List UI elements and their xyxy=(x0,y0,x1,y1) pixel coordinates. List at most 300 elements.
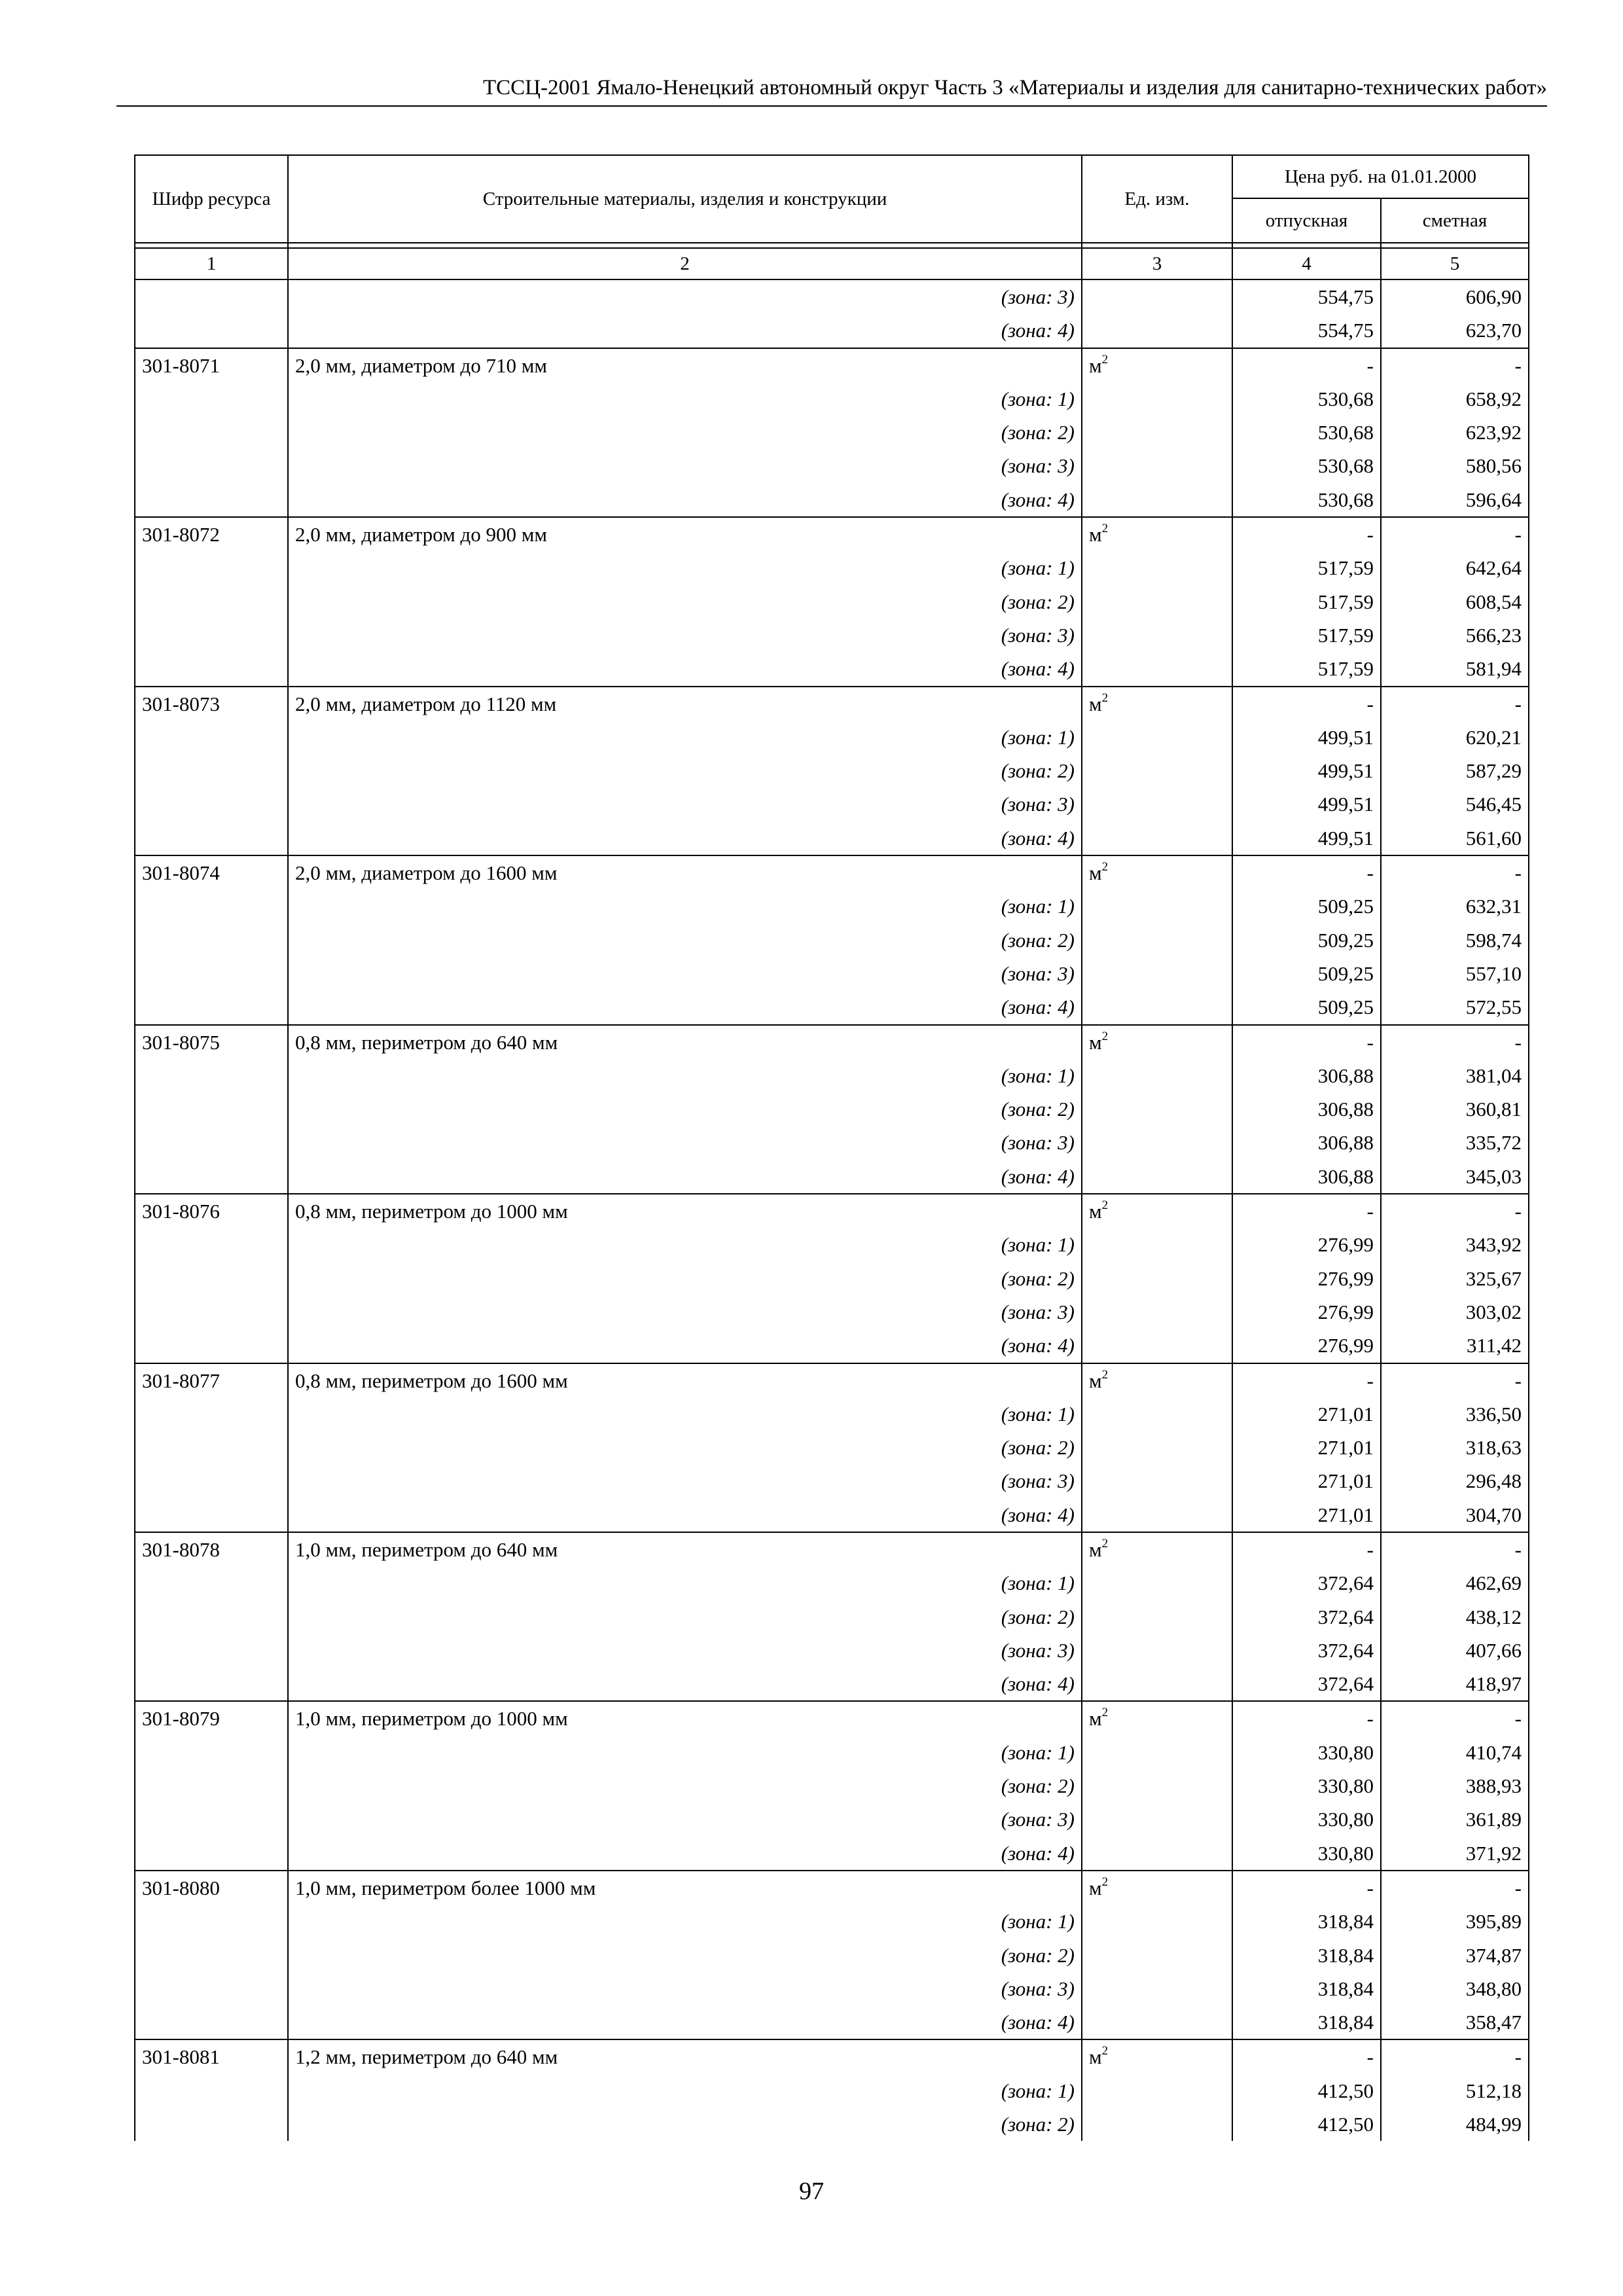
estimate-price: - xyxy=(1381,517,1529,551)
empty-unit-cell xyxy=(1082,1228,1232,1261)
empty-unit-cell xyxy=(1082,1667,1232,1701)
unit-cell xyxy=(1082,1025,1232,1059)
zone-label: (зона: 3) xyxy=(288,619,1082,652)
unit-superscript: 2 xyxy=(1101,352,1109,367)
resource-row xyxy=(135,1025,1529,1059)
unit-superscript: 2 xyxy=(1101,2044,1109,2058)
empty-unit-cell xyxy=(1082,754,1232,787)
release-price: 306,88 xyxy=(1232,1126,1381,1159)
zone-label: (зона: 1) xyxy=(288,2074,1082,2108)
estimate-price: 318,63 xyxy=(1381,1431,1529,1464)
zone-label: (зона: 2) xyxy=(288,1431,1082,1464)
zone-row xyxy=(135,2108,1529,2141)
release-price: 276,99 xyxy=(1232,1262,1381,1295)
resource-code: 301-8081 xyxy=(135,2039,288,2073)
estimate-price: 606,90 xyxy=(1381,279,1529,314)
zone-label: (зона: 2) xyxy=(288,754,1082,787)
unit-cell xyxy=(1082,1871,1232,1905)
empty-code-cell xyxy=(135,1736,288,1769)
release-price: 318,84 xyxy=(1232,1905,1381,1938)
zone-row xyxy=(135,1769,1529,1803)
release-price: 517,59 xyxy=(1232,619,1381,652)
estimate-price: 358,47 xyxy=(1381,2005,1529,2039)
empty-unit-cell xyxy=(1082,1939,1232,1972)
estimate-price: 557,10 xyxy=(1381,957,1529,990)
estimate-price: - xyxy=(1381,855,1529,889)
estimate-price: 348,80 xyxy=(1381,1972,1529,2005)
zone-row xyxy=(135,449,1529,482)
estimate-price: 335,72 xyxy=(1381,1126,1529,1159)
resource-code: 301-8078 xyxy=(135,1532,288,1566)
unit-superscript: 2 xyxy=(1101,860,1109,874)
empty-unit-cell xyxy=(1082,1329,1232,1363)
header-materials: Строительные материалы, изделия и конструкции xyxy=(288,155,1082,243)
zone-row xyxy=(135,1126,1529,1159)
release-price: 372,64 xyxy=(1232,1634,1381,1667)
empty-code-cell xyxy=(135,821,288,855)
release-price: 276,99 xyxy=(1232,1295,1381,1329)
empty-code-cell xyxy=(135,585,288,619)
empty-unit-cell xyxy=(1082,382,1232,416)
resource-description: 0,8 мм, периметром до 1000 мм xyxy=(288,1194,1082,1228)
empty-unit-cell xyxy=(1082,1634,1232,1667)
empty-code-cell xyxy=(135,1397,288,1431)
resource-row xyxy=(135,1363,1529,1397)
estimate-price: - xyxy=(1381,1871,1529,1905)
estimate-price: 325,67 xyxy=(1381,1262,1529,1295)
zone-row xyxy=(135,1295,1529,1329)
zone-label: (зона: 3) xyxy=(288,957,1082,990)
zone-row xyxy=(135,382,1529,416)
resource-row xyxy=(135,1532,1529,1566)
resource-code: 301-8071 xyxy=(135,348,288,382)
estimate-price: 371,92 xyxy=(1381,1837,1529,1871)
release-price: 330,80 xyxy=(1232,1736,1381,1769)
zone-row xyxy=(135,619,1529,652)
zone-row xyxy=(135,1667,1529,1701)
resource-description: 2,0 мм, диаметром до 900 мм xyxy=(288,517,1082,551)
release-price: 271,01 xyxy=(1232,1498,1381,1532)
estimate-price: 566,23 xyxy=(1381,619,1529,652)
estimate-price: - xyxy=(1381,1194,1529,1228)
estimate-price: 598,74 xyxy=(1381,924,1529,957)
empty-code-cell xyxy=(135,2074,288,2108)
release-price: - xyxy=(1232,1871,1381,1905)
empty-unit-cell xyxy=(1082,2108,1232,2141)
release-price: 509,25 xyxy=(1232,924,1381,957)
empty-unit-cell xyxy=(1082,1972,1232,2005)
empty-code-cell xyxy=(135,1228,288,1261)
empty-code-cell xyxy=(135,1464,288,1498)
empty-code-cell xyxy=(135,1769,288,1803)
column-number: 1 xyxy=(135,248,288,279)
zone-row xyxy=(135,1464,1529,1498)
resource-code: 301-8076 xyxy=(135,1194,288,1228)
zone-label: (зона: 4) xyxy=(288,1498,1082,1532)
zone-label: (зона: 2) xyxy=(288,1262,1082,1295)
zone-row xyxy=(135,990,1529,1024)
estimate-price: 311,42 xyxy=(1381,1329,1529,1363)
zone-label: (зона: 4) xyxy=(288,1667,1082,1701)
resource-code: 301-8080 xyxy=(135,1871,288,1905)
estimate-price: 596,64 xyxy=(1381,483,1529,517)
release-price: 509,25 xyxy=(1232,957,1381,990)
release-price: 276,99 xyxy=(1232,1228,1381,1261)
unit-label: м xyxy=(1089,1369,1102,1392)
zone-label: (зона: 1) xyxy=(288,721,1082,754)
resource-row xyxy=(135,2039,1529,2073)
zone-row xyxy=(135,1803,1529,1836)
zone-row xyxy=(135,1736,1529,1769)
zone-row xyxy=(135,957,1529,990)
empty-unit-cell xyxy=(1082,1431,1232,1464)
release-price: 330,80 xyxy=(1232,1803,1381,1836)
resource-code: 301-8075 xyxy=(135,1025,288,1059)
estimate-price: 623,70 xyxy=(1381,314,1529,348)
estimate-price: 360,81 xyxy=(1381,1092,1529,1126)
empty-unit-cell xyxy=(1082,1262,1232,1295)
continuation-row xyxy=(135,279,1529,314)
release-price: - xyxy=(1232,687,1381,721)
release-price: - xyxy=(1232,1532,1381,1566)
estimate-price: 581,94 xyxy=(1381,652,1529,686)
empty-unit-cell xyxy=(1082,1600,1232,1634)
estimate-price: - xyxy=(1381,1532,1529,1566)
zone-row xyxy=(135,821,1529,855)
release-price: 517,59 xyxy=(1232,652,1381,686)
empty-unit-cell xyxy=(1082,551,1232,584)
resource-description: 1,0 мм, периметром более 1000 мм xyxy=(288,1871,1082,1905)
zone-label: (зона: 4) xyxy=(288,483,1082,517)
unit-label: м xyxy=(1089,523,1102,547)
release-price: 509,25 xyxy=(1232,990,1381,1024)
zone-label: (зона: 3) xyxy=(288,1803,1082,1836)
header-price-group: Цена руб. на 01.01.2000 xyxy=(1232,155,1529,198)
unit-cell xyxy=(1082,1194,1232,1228)
release-price: 372,64 xyxy=(1232,1667,1381,1701)
empty-code-cell xyxy=(135,889,288,923)
empty-code-cell xyxy=(135,924,288,957)
zone-row xyxy=(135,2005,1529,2039)
resource-code: 301-8074 xyxy=(135,855,288,889)
empty-unit-cell xyxy=(1082,889,1232,923)
unit-superscript: 2 xyxy=(1101,691,1109,705)
empty-unit-cell xyxy=(1082,1837,1232,1871)
resource-code: 301-8079 xyxy=(135,1701,288,1735)
unit-label: м xyxy=(1089,1200,1102,1223)
release-price: 554,75 xyxy=(1232,314,1381,348)
unit-superscript: 2 xyxy=(1101,1536,1109,1551)
release-price: 517,59 xyxy=(1232,551,1381,584)
release-price: 306,88 xyxy=(1232,1092,1381,1126)
empty-code-cell xyxy=(135,1498,288,1532)
empty-code-cell xyxy=(135,957,288,990)
unit-label: м xyxy=(1089,1707,1102,1731)
estimate-price: 580,56 xyxy=(1381,449,1529,482)
empty-code-cell xyxy=(135,1972,288,2005)
empty-unit-cell xyxy=(1082,483,1232,517)
unit-cell xyxy=(1082,687,1232,721)
zone-row xyxy=(135,1498,1529,1532)
header-estimate-price: сметная xyxy=(1381,198,1529,243)
release-price: 306,88 xyxy=(1232,1160,1381,1194)
table-body xyxy=(135,279,1529,2141)
release-price: - xyxy=(1232,2039,1381,2073)
empty-code-cell xyxy=(135,1329,288,1363)
resource-description: 1,0 мм, периметром до 640 мм xyxy=(288,1532,1082,1566)
zone-label: (зона: 4) xyxy=(288,1329,1082,1363)
estimate-price: - xyxy=(1381,687,1529,721)
zone-row xyxy=(135,1972,1529,2005)
zone-label: (зона: 4) xyxy=(288,990,1082,1024)
empty-code-cell xyxy=(135,1634,288,1667)
resource-description: 0,8 мм, периметром до 640 мм xyxy=(288,1025,1082,1059)
estimate-price: 587,29 xyxy=(1381,754,1529,787)
empty-code-cell xyxy=(135,1803,288,1836)
empty-code-cell xyxy=(135,449,288,482)
empty-unit-cell xyxy=(1082,787,1232,821)
estimate-price: 608,54 xyxy=(1381,585,1529,619)
unit-superscript: 2 xyxy=(1101,1367,1109,1382)
resource-code: 301-8077 xyxy=(135,1363,288,1397)
release-price: - xyxy=(1232,1025,1381,1059)
zone-label: (зона: 4) xyxy=(288,314,1082,348)
unit-superscript: 2 xyxy=(1101,1029,1109,1043)
empty-unit-cell xyxy=(1082,1092,1232,1126)
empty-unit-cell xyxy=(1082,990,1232,1024)
zone-row xyxy=(135,585,1529,619)
empty-unit-cell xyxy=(1082,1464,1232,1498)
table-header xyxy=(135,155,1529,279)
empty-unit-cell xyxy=(1082,1295,1232,1329)
release-price: 412,50 xyxy=(1232,2108,1381,2141)
empty-unit-cell xyxy=(1082,1905,1232,1938)
zone-label: (зона: 2) xyxy=(288,2108,1082,2141)
zone-row xyxy=(135,1939,1529,1972)
zone-label: (зона: 2) xyxy=(288,416,1082,449)
release-price: 554,75 xyxy=(1232,279,1381,314)
empty-unit-cell xyxy=(1082,619,1232,652)
zone-label: (зона: 4) xyxy=(288,2005,1082,2039)
release-price: 499,51 xyxy=(1232,821,1381,855)
zone-label: (зона: 4) xyxy=(288,1837,1082,1871)
empty-unit-cell xyxy=(1082,1126,1232,1159)
unit-label: м xyxy=(1089,1537,1102,1561)
header-code: Шифр ресурса xyxy=(135,155,288,243)
zone-row xyxy=(135,2074,1529,2108)
zone-label: (зона: 1) xyxy=(288,551,1082,584)
estimate-price: - xyxy=(1381,1025,1529,1059)
empty-unit-cell xyxy=(1082,721,1232,754)
empty-unit-cell xyxy=(1082,957,1232,990)
empty-code-cell xyxy=(135,754,288,787)
empty-code-cell xyxy=(135,382,288,416)
unit-label: м xyxy=(1089,692,1102,715)
zone-row xyxy=(135,1397,1529,1431)
resource-description: 2,0 мм, диаметром до 710 мм xyxy=(288,348,1082,382)
empty-code-cell xyxy=(135,1566,288,1600)
zone-label: (зона: 2) xyxy=(288,1600,1082,1634)
zone-label: (зона: 2) xyxy=(288,585,1082,619)
zone-row xyxy=(135,1837,1529,1871)
empty-code-cell xyxy=(135,1837,288,1871)
unit-superscript: 2 xyxy=(1101,1706,1109,1720)
page-number: 97 xyxy=(799,2178,824,2205)
release-price: 271,01 xyxy=(1232,1397,1381,1431)
empty-unit-cell xyxy=(1082,1769,1232,1803)
column-number: 4 xyxy=(1232,248,1381,279)
zone-label: (зона: 3) xyxy=(288,1126,1082,1159)
zone-row xyxy=(135,721,1529,754)
resource-row xyxy=(135,687,1529,721)
estimate-price: 410,74 xyxy=(1381,1736,1529,1769)
release-price: 530,68 xyxy=(1232,483,1381,517)
zone-label: (зона: 1) xyxy=(288,1736,1082,1769)
release-price: 330,80 xyxy=(1232,1837,1381,1871)
zone-row xyxy=(135,1329,1529,1363)
estimate-price: - xyxy=(1381,348,1529,382)
empty-code-cell xyxy=(135,1262,288,1295)
empty-unit-cell xyxy=(1082,924,1232,957)
estimate-price: 361,89 xyxy=(1381,1803,1529,1836)
estimate-price: 632,31 xyxy=(1381,889,1529,923)
zone-label: (зона: 1) xyxy=(288,382,1082,416)
zone-row xyxy=(135,1600,1529,1634)
release-price: 499,51 xyxy=(1232,721,1381,754)
unit-cell xyxy=(1082,1701,1232,1735)
unit-cell xyxy=(1082,855,1232,889)
estimate-price: 620,21 xyxy=(1381,721,1529,754)
zone-label: (зона: 2) xyxy=(288,1939,1082,1972)
zone-label: (зона: 2) xyxy=(288,924,1082,957)
release-price: - xyxy=(1232,1701,1381,1735)
column-number: 2 xyxy=(288,248,1082,279)
estimate-price: 395,89 xyxy=(1381,1905,1529,1938)
estimate-price: 407,66 xyxy=(1381,1634,1529,1667)
release-price: 530,68 xyxy=(1232,416,1381,449)
zone-row xyxy=(135,416,1529,449)
release-price: 530,68 xyxy=(1232,382,1381,416)
zone-label: (зона: 4) xyxy=(288,821,1082,855)
unit-superscript: 2 xyxy=(1101,1198,1109,1213)
unit-cell xyxy=(1082,348,1232,382)
zone-label: (зона: 1) xyxy=(288,1566,1082,1600)
estimate-price: 572,55 xyxy=(1381,990,1529,1024)
estimate-price: - xyxy=(1381,1363,1529,1397)
zone-label: (зона: 2) xyxy=(288,1769,1082,1803)
empty-code-cell xyxy=(135,1600,288,1634)
resource-description: 1,0 мм, периметром до 1000 мм xyxy=(288,1701,1082,1735)
empty-code-cell xyxy=(135,787,288,821)
estimate-price: 462,69 xyxy=(1381,1566,1529,1600)
price-table-container xyxy=(134,154,1528,2141)
estimate-price: 374,87 xyxy=(1381,1939,1529,1972)
header-release-price: отпускная xyxy=(1232,198,1381,243)
estimate-price: 658,92 xyxy=(1381,382,1529,416)
release-price: 372,64 xyxy=(1232,1600,1381,1634)
release-price: - xyxy=(1232,517,1381,551)
empty-unit-cell xyxy=(1082,1803,1232,1836)
continuation-row xyxy=(135,314,1529,348)
unit-superscript: 2 xyxy=(1101,1874,1109,1889)
empty-unit-cell xyxy=(1082,1397,1232,1431)
release-price: 372,64 xyxy=(1232,1566,1381,1600)
zone-row xyxy=(135,787,1529,821)
unit-cell xyxy=(1082,1363,1232,1397)
resource-code: 301-8073 xyxy=(135,687,288,721)
empty-code-cell xyxy=(135,619,288,652)
empty-unit-cell xyxy=(1082,821,1232,855)
unit-cell xyxy=(1082,1532,1232,1566)
empty-code-cell xyxy=(135,416,288,449)
empty-code-cell xyxy=(135,721,288,754)
estimate-price: 484,99 xyxy=(1381,2108,1529,2141)
resource-row xyxy=(135,855,1529,889)
zone-label: (зона: 1) xyxy=(288,889,1082,923)
empty-code-cell xyxy=(135,314,288,348)
estimate-price: 388,93 xyxy=(1381,1769,1529,1803)
empty-code-cell xyxy=(135,1939,288,1972)
release-price: 318,84 xyxy=(1232,1939,1381,1972)
empty-unit-cell xyxy=(1082,652,1232,686)
header-rule xyxy=(116,105,1547,107)
zone-row xyxy=(135,1905,1529,1938)
empty-code-cell xyxy=(135,483,288,517)
empty-code-cell xyxy=(135,1059,288,1092)
resource-code: 301-8072 xyxy=(135,517,288,551)
estimate-price: 303,02 xyxy=(1381,1295,1529,1329)
zone-row xyxy=(135,1262,1529,1295)
empty-unit-cell xyxy=(1082,2005,1232,2039)
estimate-price: 623,92 xyxy=(1381,416,1529,449)
zone-label: (зона: 3) xyxy=(288,1634,1082,1667)
empty-code-cell xyxy=(135,1667,288,1701)
estimate-price: 546,45 xyxy=(1381,787,1529,821)
zone-row xyxy=(135,652,1529,686)
resource-description: 1,2 мм, периметром до 640 мм xyxy=(288,2039,1082,2073)
unit-cell xyxy=(1082,517,1232,551)
header-unit: Ед. изм. xyxy=(1082,155,1232,243)
estimate-price: - xyxy=(1381,1701,1529,1735)
unit-cell xyxy=(1082,2039,1232,2073)
zone-label: (зона: 4) xyxy=(288,1160,1082,1194)
resource-row xyxy=(135,1871,1529,1905)
empty-code-cell xyxy=(135,2108,288,2141)
empty-code-cell xyxy=(135,1905,288,1938)
column-number: 5 xyxy=(1381,248,1529,279)
release-price: - xyxy=(1232,1194,1381,1228)
zone-label: (зона: 1) xyxy=(288,1905,1082,1938)
zone-label: (зона: 3) xyxy=(288,1295,1082,1329)
zone-label: (зона: 1) xyxy=(288,1397,1082,1431)
empty-code-cell xyxy=(135,551,288,584)
resource-row xyxy=(135,1194,1529,1228)
resource-row xyxy=(135,348,1529,382)
estimate-price: - xyxy=(1381,2039,1529,2073)
price-table xyxy=(134,154,1529,2141)
estimate-price: 296,48 xyxy=(1381,1464,1529,1498)
zone-row xyxy=(135,551,1529,584)
estimate-price: 381,04 xyxy=(1381,1059,1529,1092)
empty-unit-cell xyxy=(1082,1736,1232,1769)
estimate-price: 343,92 xyxy=(1381,1228,1529,1261)
empty-unit-cell xyxy=(1082,449,1232,482)
empty-unit-cell xyxy=(1082,1566,1232,1600)
zone-label: (зона: 1) xyxy=(288,1228,1082,1261)
empty-code-cell xyxy=(135,1295,288,1329)
zone-row xyxy=(135,1228,1529,1261)
zone-label: (зона: 3) xyxy=(288,449,1082,482)
